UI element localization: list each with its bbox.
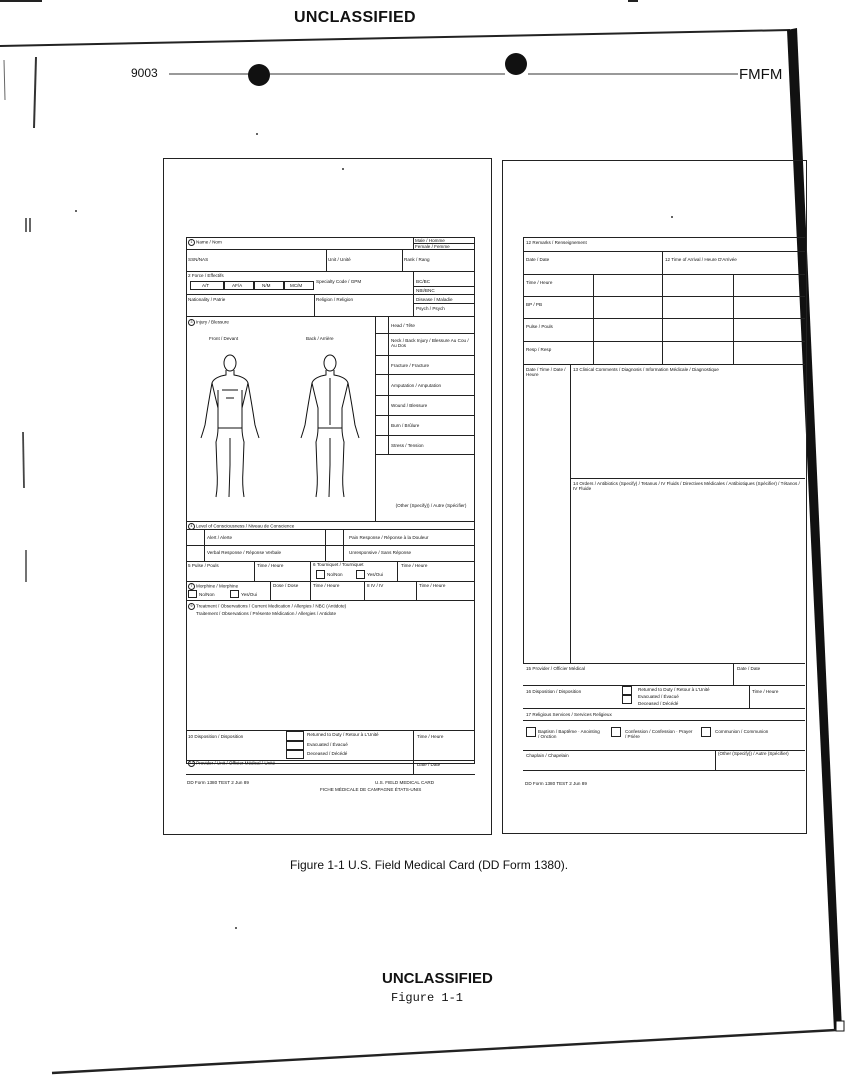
injury-type: Stress / Tension [391,443,424,448]
tourniquet-no-checkbox[interactable] [316,570,325,579]
injury-type: Wound / Blessure [391,403,428,408]
injury-label: 3 Injury / Blessure [188,319,229,326]
remarks-label: 12 Remarks / Renseignement [526,240,587,245]
no-label: No/Non [199,592,215,597]
back-provider-label: 15 Provider / Officier Médical [526,666,585,671]
no-label: No/Non [327,572,343,577]
pain-label: Pain Response / Réponse à la Douleur [349,535,429,540]
dose-label: Dose / Dose [273,583,299,588]
disposition-label: 10 Disposition / Disposition [188,734,244,739]
injury-type: Fracture / Fracture [391,363,430,368]
confession-label: Confession / Confession · Prayer / Prière [625,729,693,739]
front-label: Front / Devant [209,336,239,341]
nbc-label: NBI/BNC [416,288,435,293]
vitals-date-label: Date / Date [526,257,550,262]
figure-caption: Figure 1-1 U.S. Field Medical Card (DD Form 1380). [290,858,569,872]
tourniquet-time-label: Time / Heure [401,563,428,568]
document-number: 9003 [131,66,158,80]
series-label: FMFM [739,66,783,83]
injury-type: Neck / Back Injury / Blessure Au Cou / Au Dos [391,338,469,348]
classification-top: UNCLASSIFIED [294,9,416,26]
back-disposition-label: 16 Disposition / Disposition [526,689,582,694]
rank-label: Rank / Rang [404,257,430,262]
morphine-time-label: Time / Heure [313,583,340,588]
female-label: Female / Femme [415,244,450,249]
vitals-row-label: Time / Heure [526,280,553,285]
ssn-label: SSN/NAS [188,257,209,262]
clinical-comments-area[interactable] [572,376,804,476]
scan-speck [256,133,258,135]
back-deceased-label: Deceased / Décédé [638,701,679,706]
form-number: DD Form 1380 TEST 2 Jun 89 [187,780,249,785]
treatment-label: 9 Treatment / Observations / Current Medication / Allergies / NBC (Antidote) [188,603,346,610]
specialty-label: Specialty Code / GPM [316,279,362,284]
classification-bottom: UNCLASSIFIED [382,970,493,987]
vitals-row-label: BP / PB [526,302,543,307]
disease-label: Disease / Maladie [416,297,453,302]
alert-label: Alert / Alerte [207,535,233,540]
force-code: MC/M [290,283,303,288]
religion-label: Religion / Religion [316,297,354,302]
force-label: 2 Force / Effectifs [188,273,224,278]
force-code: N/M [262,283,271,288]
body-front-diagram [196,350,266,500]
date-time-label: Date / Time / Date / Heure [526,367,566,377]
chaplain-label: Chaplain / Chapelain [526,753,569,758]
back-other-label: (Other (Specify)) / Autre (Spécifier) [718,751,789,756]
returned-checkbox[interactable] [286,731,304,741]
morphine-label: 7 Morphine / Morphine [188,583,238,590]
injury-type: Amputation / Amputation [391,383,442,388]
force-code: AF/A [232,283,243,288]
communion-label: Communion / Communion [715,729,769,734]
treatment-label-fr: Traitement / Observations / Présente Médication / Allergies / Antidote [196,611,337,616]
vitals-row-label: Resp / Resp [526,347,552,352]
card-title-en: U.S. FIELD MEDICAL CARD [375,780,435,785]
deceased-label: Deceased / Décédé [307,751,348,756]
back-form-number: DD Form 1380 TEST 2 Jun 89 [525,781,587,786]
scan-speck [235,927,237,929]
provider-date-label: Date / Date [417,762,441,767]
returned-label: Returned to Duty / Retour à L'Unité [307,732,379,737]
male-label: Male / Homme [415,238,445,243]
baptism-checkbox[interactable] [526,727,536,737]
evacuated-checkbox[interactable] [286,741,304,750]
consciousness-label: 4 Level of Consciousness / Niveau de Conscience [188,523,294,530]
pulse-time-label: Time / Heure [257,563,284,568]
figure-reference: Figure 1-1 [391,991,464,1005]
confession-checkbox[interactable] [611,727,621,737]
force-code: A/T [202,283,210,288]
tourniquet-label: 6 Tourniquet / Tourniquet [313,562,364,567]
iv-time-label: Time / Heure [419,583,446,588]
yes-label: Yes/Oui [367,572,383,577]
disposition-time-label: Time / Heure [417,734,444,739]
tourniquet-yes-checkbox[interactable] [356,570,365,579]
verbal-label: Verbal Response / Réponse Verbale [207,550,282,555]
nationality-label: Nationality / Patrie [188,297,226,302]
communion-checkbox[interactable] [701,727,711,737]
punch-hole-right [505,53,527,75]
religious-label: 17 Religious Services / Services Religieux [526,712,612,717]
back-date-label: Date / Date [737,666,761,671]
morphine-yes-checkbox[interactable] [230,590,239,598]
baptism-label: Baptism / Baptême · Anointing / Onction [538,729,600,739]
clinical-comments-label: 13 Clinical Comments / Diagnosis / Information Médicale / Diagnostique [573,367,719,372]
back-label: Back / Arrière [306,336,334,341]
name-label: 1 Name / Nom [188,239,222,246]
other-specify-label: (Other (Specify)) / Autre (Spécifier) [395,503,467,508]
card-title-fr: FICHE MÉDICALE DE CAMPAGNE ÉTATS-UNIS [320,787,422,792]
evacuated-label: Evacuated / Évacué [307,742,348,747]
treatment-notes-area[interactable] [188,618,473,728]
morphine-no-checkbox[interactable] [188,590,197,598]
back-time-label: Time / Heure [752,689,779,694]
injury-type: Burn / Brûlure [391,423,420,428]
scan-speck [75,210,77,212]
back-evacuated-checkbox[interactable] [622,695,632,704]
body-back-diagram [296,350,366,500]
back-returned-label: Returned to Duty / Retour à L'Unité [638,687,710,692]
provider-label: 11 Provider / Unit / Officier Médical / Unité [189,760,276,766]
injury-type: Head / Tête [391,323,415,328]
orders-area[interactable] [572,498,804,658]
back-evacuated-label: Evacuated / Évacué [638,694,679,699]
back-returned-checkbox[interactable] [622,686,632,695]
bc-label: BC/BC [416,279,431,284]
vitals-row-label: Pulse / Pouls [526,324,553,329]
punch-hole-left [248,64,270,86]
pulse-label: 5 Pulse / Pouls [188,563,219,568]
iv-label: 8 IV / IV [367,583,384,588]
deceased-checkbox[interactable] [286,750,304,759]
orders-label: 14 Orders / Antibiotics (Specify) / Tetanus / IV Fluids / Directives Médicales / Antibiotiques (Spécifier) / Tétanos / IV Fluide [573,481,800,491]
yes-label: Yes/Oui [241,592,257,597]
time-arrival-label: 12 Time of Arrival / Heure D'Arrivée [665,257,737,262]
unresponsive-label: Unresponsive / Sans Réponse [349,550,412,555]
psych-label: Psych / Psych [416,306,445,311]
unit-label: Unit / Unité [328,257,351,262]
